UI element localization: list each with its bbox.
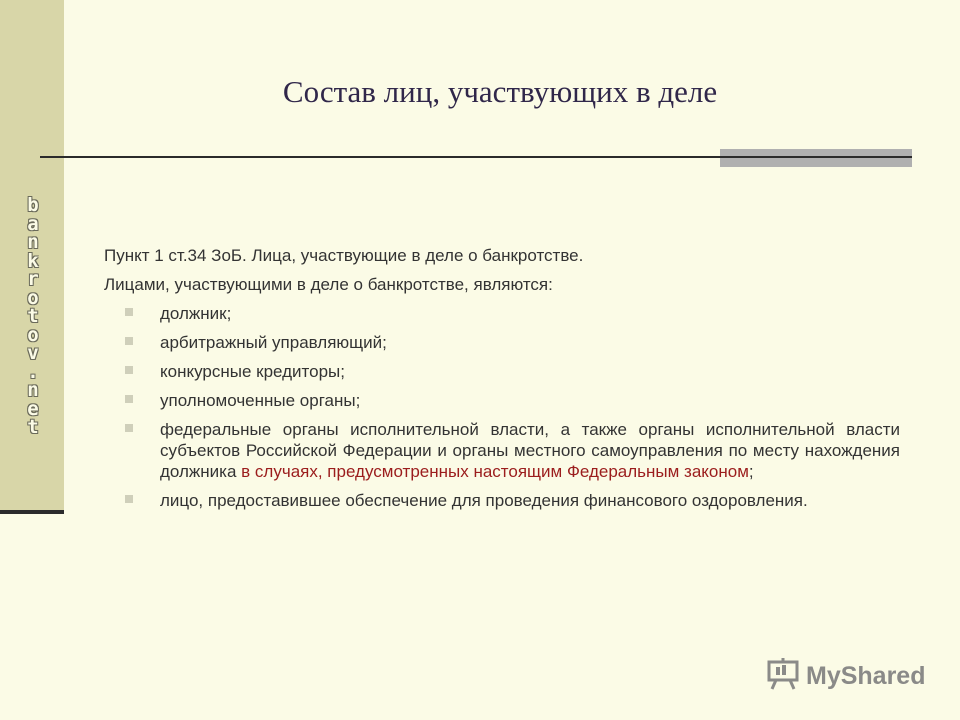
brand-letter: a (27, 212, 39, 235)
left-bar-bottom-rule (0, 510, 64, 514)
brand-letter: r (27, 268, 39, 290)
bullet-square-icon (125, 366, 133, 374)
presentation-board-icon (766, 657, 800, 696)
brand-letter: n (27, 379, 39, 401)
watermark-logo (766, 657, 925, 696)
intro-line: Лицами, участвующими в деле о банкротстве, являются: (104, 275, 553, 294)
list-item-text-end: ; (748, 462, 754, 481)
bullet-square-icon (125, 337, 133, 345)
brand-letter: . (27, 360, 39, 383)
bullet-square-icon (125, 395, 133, 403)
brand-letter: b (27, 194, 39, 216)
bullet-square-icon (125, 495, 133, 503)
highlighted-text: в случаях, предусмотренных настоящим Федеральным законом (241, 462, 749, 481)
list-item (104, 332, 900, 353)
brand-letter: e (27, 397, 39, 420)
bullet-square-icon (125, 308, 133, 316)
list-item-text: уполномоченные органы; (160, 391, 361, 410)
list-item-text: арбитражный управляющий; (160, 333, 387, 352)
participants-list (104, 303, 900, 511)
list-item (104, 390, 900, 411)
list-item (104, 490, 900, 511)
list-item-text: конкурсные кредиторы; (160, 362, 345, 381)
watermark-text: MyShared (806, 662, 926, 690)
title-underline-accent (720, 149, 912, 167)
brand-letter: n (27, 231, 39, 253)
list-item (104, 303, 900, 324)
brand-letter: o (27, 323, 39, 346)
brand-letter: v (27, 342, 39, 364)
list-item-text: должник; (160, 304, 232, 323)
slide-body (104, 245, 900, 519)
intro-line: Пункт 1 ст.34 ЗоБ. Лица, участвующие в деле о банкротстве. (104, 246, 584, 265)
brand-letter: t (27, 305, 39, 327)
bullet-square-icon (125, 424, 133, 432)
list-item (104, 361, 900, 382)
list-item-text: лицо, предоставившее обеспечение для проведения финансового оздоровления. (160, 491, 808, 510)
vertical-brand-text (22, 196, 44, 437)
brand-letter: t (27, 416, 39, 438)
brand-letter: o (27, 286, 39, 309)
title-underline-accent-line (720, 156, 912, 158)
list-item-text: федеральные органы исполнительной власти, а также органы исполнительной власти субъектов Российской Федерации и органы местного самоуправления по месту нахождения должника (160, 420, 900, 481)
slide-title: Состав лиц, участвующих в деле (282, 74, 718, 109)
list-item (104, 419, 900, 482)
brand-letter: k (27, 249, 39, 272)
